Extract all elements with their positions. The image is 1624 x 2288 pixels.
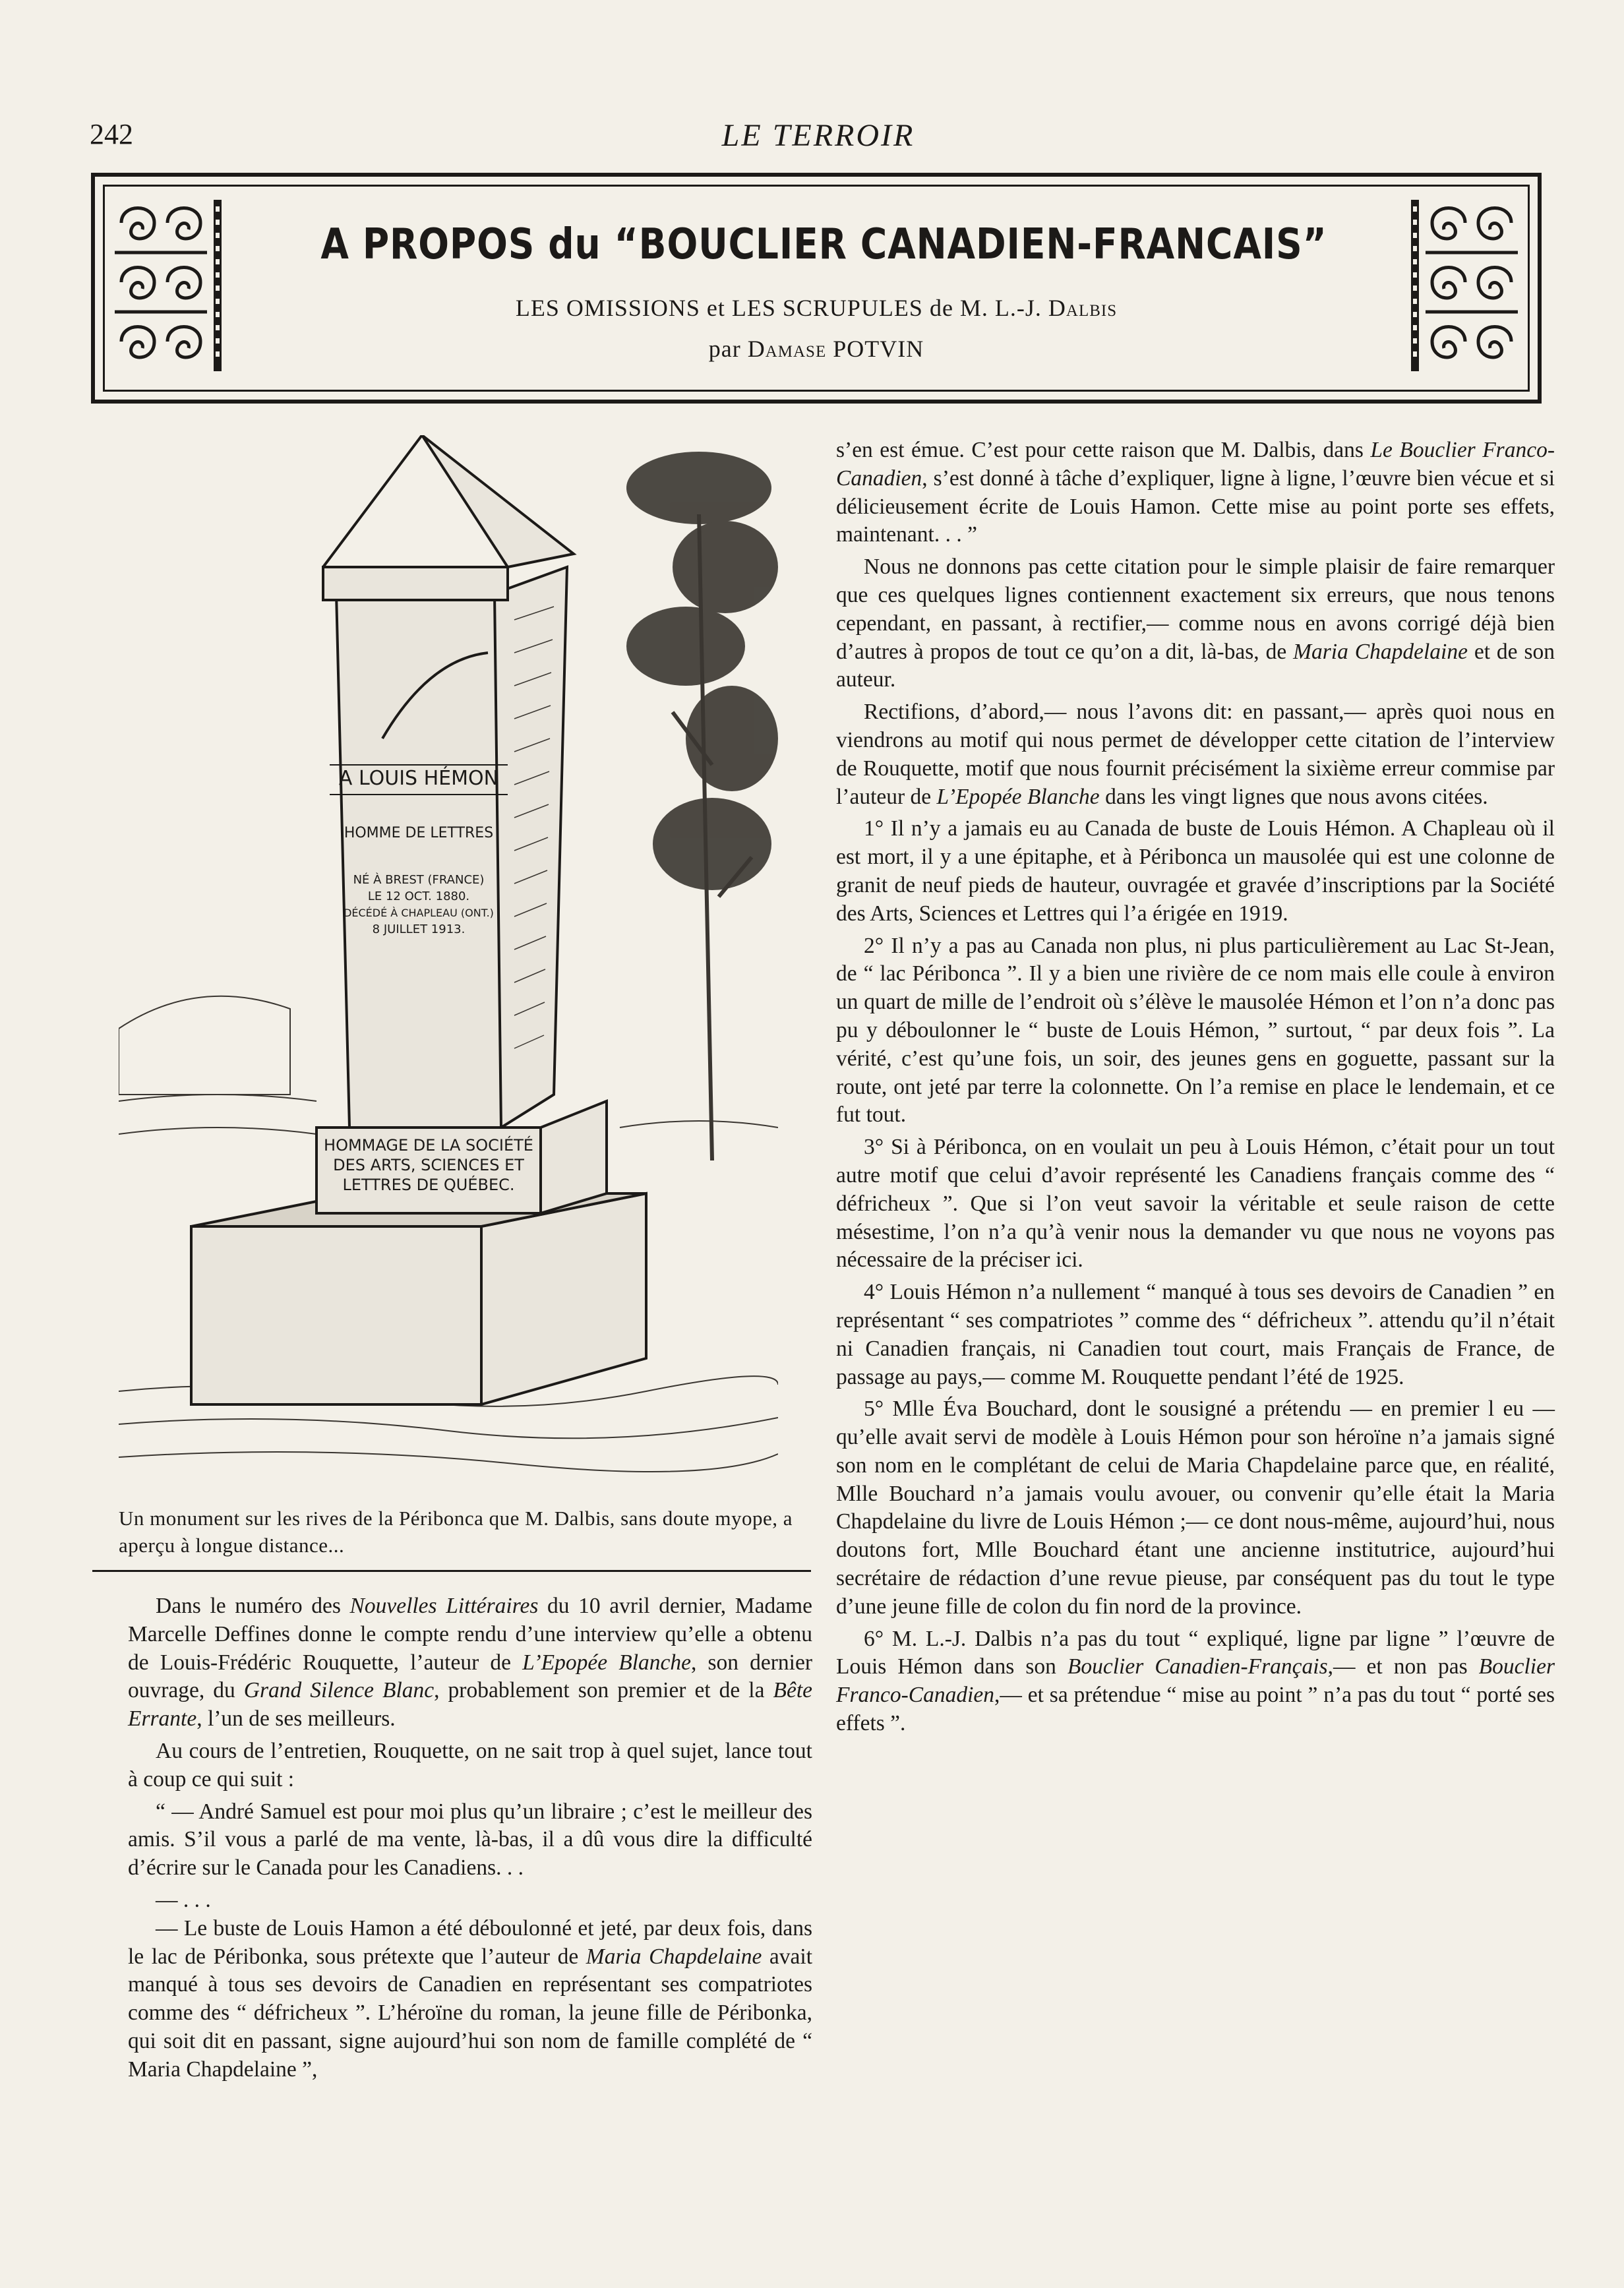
article-byline: par Damase POTVIN [708, 336, 924, 362]
epitaph-line-3: NÉ À BREST (FRANCE) [353, 873, 485, 887]
epitaph-line-5: DÉCÉDÉ À CHAPLEAU (ONT.) [344, 907, 494, 919]
title-box [91, 173, 1542, 404]
right-paragraph-7: 4° Louis Hémon n’a nullement “ manqué à tous ses devoirs de Canadien ” en représentant “ ses compatriotes ” comme des “ défricheux ”. attendu qu’il n’était ni Canadien français, ni Canadien tout court, mais Français de France, de passage au pays,— comme M. Rouquette pendant l’été de 1925. [836, 1280, 1555, 1389]
right-paragraph-8: 5° Mlle Éva Bouchard, dont le sousigné a prétendu — en premier l eu — qu’elle avait servi de modèle à Louis Hémon pour son héroïne n’a jamais signé son nom en le complétant de celui de Maria Chapdelaine parce que, en réalité, Mlle Bouchard n’a jamais voulu avouer, ou convenir qu’elle était la Maria Chapdelaine du livre de Louis Hémon ;— ce dont nous-même, aujourd’hui, nous doutons fort, Mlle Bouchard étant une ancienne institutrice, aujourd’hui secrétaire de rédaction d’une revue pieuse, par conséquent pas du tout le type d’une jeune fille de colon du fin nord de la province. [836, 1397, 1555, 1619]
left-paragraph-3: “ — André Samuel est pour moi plus qu’un libraire ; c’est le meilleur des amis. S’il vous a parlé de ma vente, là-bas, il a dû vous dire la difficulté d’écrire sur le Canada pour les Canadiens. . . [128, 1799, 812, 1881]
article-title: A PROPOS du “BOUCLIER CANADIEN-FRANCAIS” [320, 220, 1327, 269]
scroll-ornament-left-icon [108, 196, 227, 375]
right-paragraph-6: 3° Si à Péribonca, on en voulait un peu à Louis Hémon, c’était pour un tout autre motif que celui d’avoir représenté les Canadiens français comme des “ défricheux ”. Que si l’on veut savoir la véritable et seule raison de cette mésestime, l’on n’a qu’à venir nous la demander vu que nous ne voyons pas nécessaire de la préciser ici. [836, 1135, 1555, 1273]
page-number: 242 [90, 118, 133, 150]
right-paragraph-9: 6° M. L.-J. Dalbis n’a pas du tout “ expliqué, ligne par ligne ” l’œuvre de Louis Hémon dans son Bouclier Canadien-Français,— et non pas Bouclier Franco-Canadien,— et sa prétendue “ mise au point ” n’a pas du tout “ porté ses effets ”. [836, 1626, 1555, 1736]
right-column [836, 437, 1555, 1742]
left-paragraph-5: — Le buste de Louis Hamon a été déboulonné et jeté, par deux fois, dans le lac de Péribonka, sous prétexte que l’auteur de Maria Chapdelaine avait manqué à tous ses devoirs de Canadien en représentant ses compatriotes comme des “ défricheux ”. L’héroïne du roman, la jeune fille de Péribonka, qui soit dit en passant, signe aujourd’hui son nom de famille complété de “ Maria Chapdelaine ”, [128, 1915, 813, 2082]
left-column [128, 1592, 812, 2088]
right-paragraph-3: Rectifions, d’abord,— nous l’avons dit: en passant,— après quoi nous en viendrons au motif qui nous permet de développer cette citation de l’interview de Rouquette, motif que nous fournit précisément la sixième erreur commise par l’auteur de L’Epopée Blanche dans les vingt lignes que nous avons citées. [836, 700, 1555, 809]
right-paragraph-2: Nous ne donnons pas cette citation pour le simple plaisir de faire remarquer que ces quelques lignes contiennent exactement six erreurs, que nous tenons cependant, en passant, à rectifier,— comme nous en avons corrigé déjà bien d’autres à propos de tout ce qu’on a dit, là-bas, de Maria Chapdelaine et de son auteur. [836, 555, 1555, 692]
epitaph-line-2: HOMME DE LETTRES [344, 825, 494, 841]
illustration-caption: Un monument sur les rives de la Péribonca que M. Dalbis, sans doute myope, a aperçu à longue distance... [119, 1507, 793, 1557]
caption-divider [92, 1570, 811, 1572]
right-paragraph-1: s’en est émue. C’est pour cette raison que M. Dalbis, dans Le Bouclier Franco-Canadien, s’est donné à tâche d’expliquer, ligne à ligne, l’œuvre bien vécue et si délicieusement écrite de Louis Hamon. Cette mise au point porte ses effets, maintenant. . . ” [836, 438, 1555, 547]
left-paragraph-2: Au cours de l’entretien, Rouquette, on ne sait trop à quel sujet, lance tout à coup ce qui suit : [128, 1738, 812, 1791]
monument-illustration [119, 435, 778, 1490]
epitaph-line-4: LE 12 OCT. 1880. [367, 889, 470, 903]
right-paragraph-5: 2° Il n’y a pas au Canada non plus, ni plus particulièrement au Lac St-Jean, de “ lac Péribonca ”. Il y a bien une rivière de ce nom mais elle coule à environ un quart de mille de l’endroit où s’élève le mausolée Hémon et l’on n’a donc pas pu y déboulonner le “ buste de Louis Hémon, ” surtout, “ par deux fois ”. La vérité, c’est qu’une fois, un soir, des jeunes gens en goguette, passant sur la route, ont jeté par terre la colonnette. On l’a remise en place le lendemain, et ce fut tout. [836, 933, 1555, 1128]
base-inscription-line-3: LETTRES DE QUÉBEC. [342, 1176, 515, 1194]
running-head [90, 117, 1547, 157]
scroll-ornament-right-icon [1406, 196, 1524, 375]
left-paragraph-4: — . . . [156, 1887, 211, 1912]
left-paragraph-1: Dans le numéro des Nouvelles Littéraires du 10 avril dernier, Madame Marcelle Deffines donne le compte rendu d’une interview qu’elle a obtenu de Louis-Frédéric Rouquette, l’auteur de L’Epopée Blanche, son dernier ouvrage, du Grand Silence Blanc, probablement son premier et de la Bête Errante, l’un de ses meilleurs. [128, 1594, 812, 1731]
right-paragraph-4: 1° Il n’y a jamais eu au Canada de buste de Louis Hémon. A Chapleau où il est mort, il y a une épitaphe, et à Péribonca un mausolée qui est une colonne de granit de neuf pieds de hauteur, ouvragée et gravée d’inscriptions par la Société des Arts, Sciences et Lettres qui l’a érigée en 1919. [836, 816, 1555, 926]
running-title: LE TERROIR [721, 118, 915, 153]
base-inscription-line-1: HOMMAGE DE LA SOCIÉTÉ [324, 1136, 533, 1155]
base-inscription-line-2: DES ARTS, SCIENCES ET [333, 1156, 524, 1174]
epitaph-line-1: A LOUIS HÉMON [338, 767, 499, 790]
article-subtitle: LES OMISSIONS et LES SCRUPULES de M. L.-J. Dalbis [515, 295, 1118, 321]
epitaph-line-6: 8 JUILLET 1913. [372, 922, 466, 936]
